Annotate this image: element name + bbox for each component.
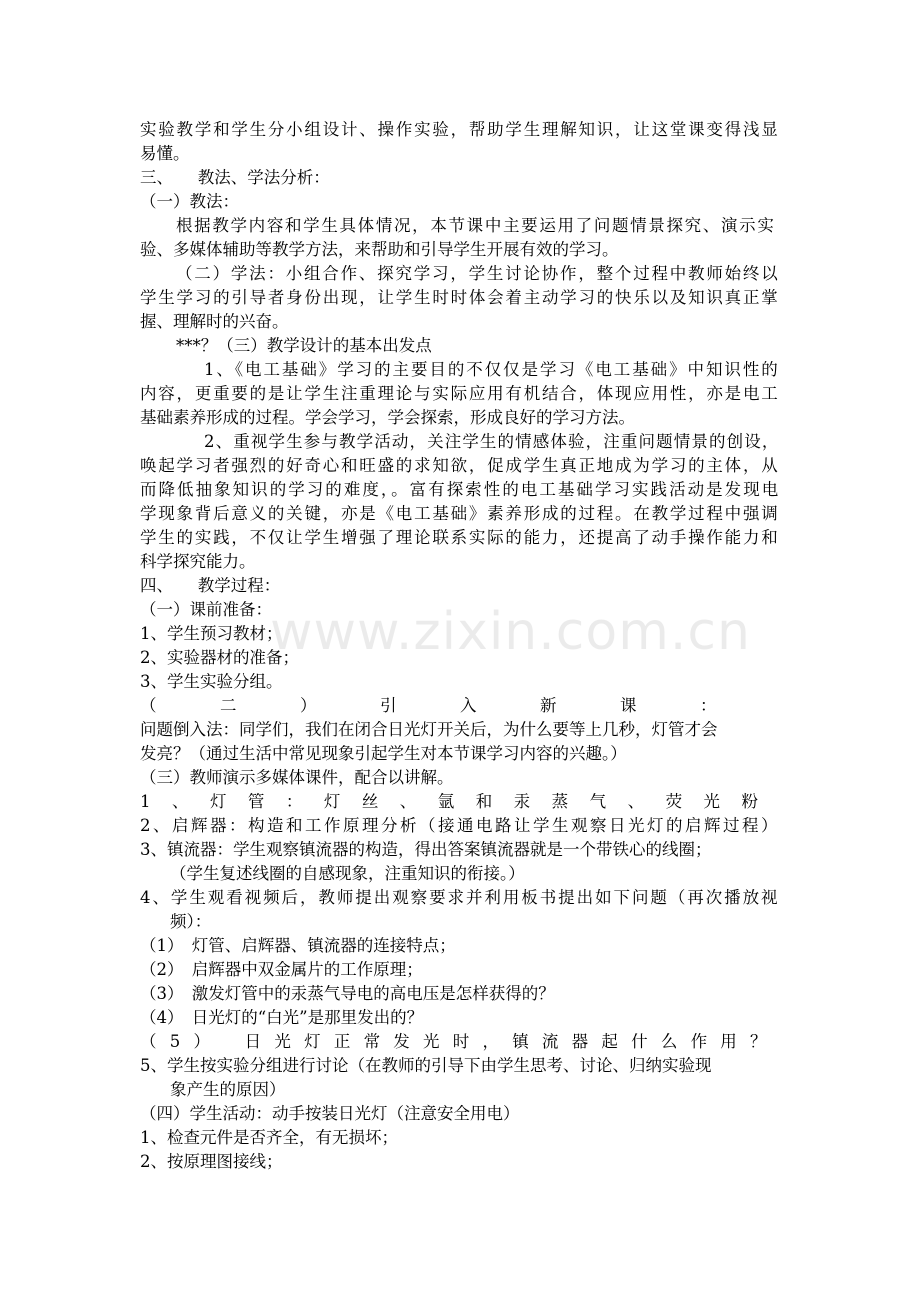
text-line: （学生复述线圈的自感现象，注重知识的衔接。） [170, 864, 525, 883]
text-line: 2、按原理图接线； [140, 1152, 283, 1171]
text-line: 发亮？（通过生活中常见现象引起学生对本节课学习内容的兴趣。） [140, 744, 627, 763]
text-line: （2） 启辉器中双金属片的工作原理； [140, 960, 423, 979]
text-line: 实验教学和学生分小组设计、操作实验，帮助学生理解知识，让这堂课变得浅显 [140, 120, 780, 139]
text-line: 1、灯管：灯丝、氩和汞蒸气、荧光粉 [140, 792, 780, 811]
text-line: 3、镇流器：学生观察镇流器的构造，得出答案镇流器就是一个带铁心的线圈； [140, 840, 712, 859]
text-line: 2、实验器材的准备； [140, 648, 299, 667]
text-line: 学现象背后意义的关键，亦是《电工基础》素养形成的过程。在教学过程中强调 [140, 504, 780, 523]
text-line: （4） 日光灯的“白光”是那里发出的？ [140, 1008, 424, 1027]
text-line: 而降低抽象知识的学习的难度，。富有探索性的电工基础学习实践活动是发现电 [140, 480, 781, 499]
text-line: 1、检查元件是否齐全，有无损坏； [140, 1128, 398, 1147]
text-line: 2、重视学生参与教学活动，关注学生的情感体验，注重问题情景的创设， [204, 432, 780, 451]
text-line: 验、多媒体辅助等教学方法，来帮助和引导学生开展有效的学习。 [140, 240, 619, 259]
text-line: 基础素养形成的过程。学会学习，学会探索，形成良好的学习方法。 [140, 408, 635, 427]
text-line: ***？（三）教学设计的基本出发点 [176, 336, 432, 355]
watermark: www.zixin.com.cn [270, 602, 751, 662]
text-line: （三）教师演示多媒体课件，配合以讲解。 [140, 768, 454, 787]
text-line: （一）教法： [140, 192, 239, 211]
text-line: 频）： [170, 912, 212, 931]
text-line: 四、 教学过程： [140, 576, 281, 595]
text-line: 科学探究能力。 [140, 552, 256, 571]
text-line: （四）学生活动：动手按装日光灯（注意安全用电） [140, 1104, 520, 1123]
text-line: （二）引入新课： [140, 696, 780, 715]
text-line: 握、理解时的兴奋。 [140, 312, 289, 331]
text-line: 1、学生预习教材； [140, 624, 283, 643]
text-line: （一）课前准备： [140, 600, 272, 619]
text-line: 问题倒入法：同学们，我们在闭合日光灯开关后，为什么要等上几秒，灯管才会 [140, 720, 718, 739]
text-line: 易懂。 [140, 144, 190, 163]
text-line: 内容，更重要的是让学生注重理论与实际应用有机结合，体现应用性，亦是电工 [140, 384, 780, 403]
text-line: （5） 日光灯正常发光时，镇流器起什么作用？ [140, 1032, 780, 1051]
text-line: （3） 激发灯管中的汞蒸气导电的高电压是怎样获得的？ [140, 984, 555, 1003]
text-line: 根据教学内容和学生具体情况，本节课中主要运用了问题情景探究、演示实 [176, 216, 776, 235]
text-line: 唤起学习者强烈的好奇心和旺盛的求知欲，促成学生真正地成为学习的主体，从 [140, 456, 780, 475]
text-line: 学生的实践，不仅让学生增强了理论联系实际的能力，还提高了动手操作能力和 [140, 528, 780, 547]
text-line: 4、学生观看视频后，教师提出观察要求并利用板书提出如下问题（再次播放视 [140, 888, 780, 907]
text-line: 1、《电工基础》学习的主要目的不仅仅是学习《电工基础》中知识性的 [204, 360, 780, 379]
text-line: （1） 灯管、启辉器、镇流器的连接特点； [140, 936, 456, 955]
text-line: 象产生的原因） [170, 1080, 286, 1099]
text-line: 三、 教法、学法分析： [140, 168, 330, 187]
text-line: 2、启辉器：构造和工作原理分析（接通电路让学生观察日光灯的启辉过程） [140, 816, 780, 835]
text-line: 3、学生实验分组。 [140, 672, 283, 691]
text-line: 5、学生按实验分组进行讨论（在教师的引导下由学生思考、讨论、归纳实验现 [140, 1056, 712, 1075]
text-line: 学生学习的引导者身份出现，让学生时时体会着主动学习的快乐以及知识真正掌 [140, 288, 780, 307]
text-line: （二）学法：小组合作、探究学习，学生讨论协作，整个过程中教师始终以 [176, 264, 780, 283]
